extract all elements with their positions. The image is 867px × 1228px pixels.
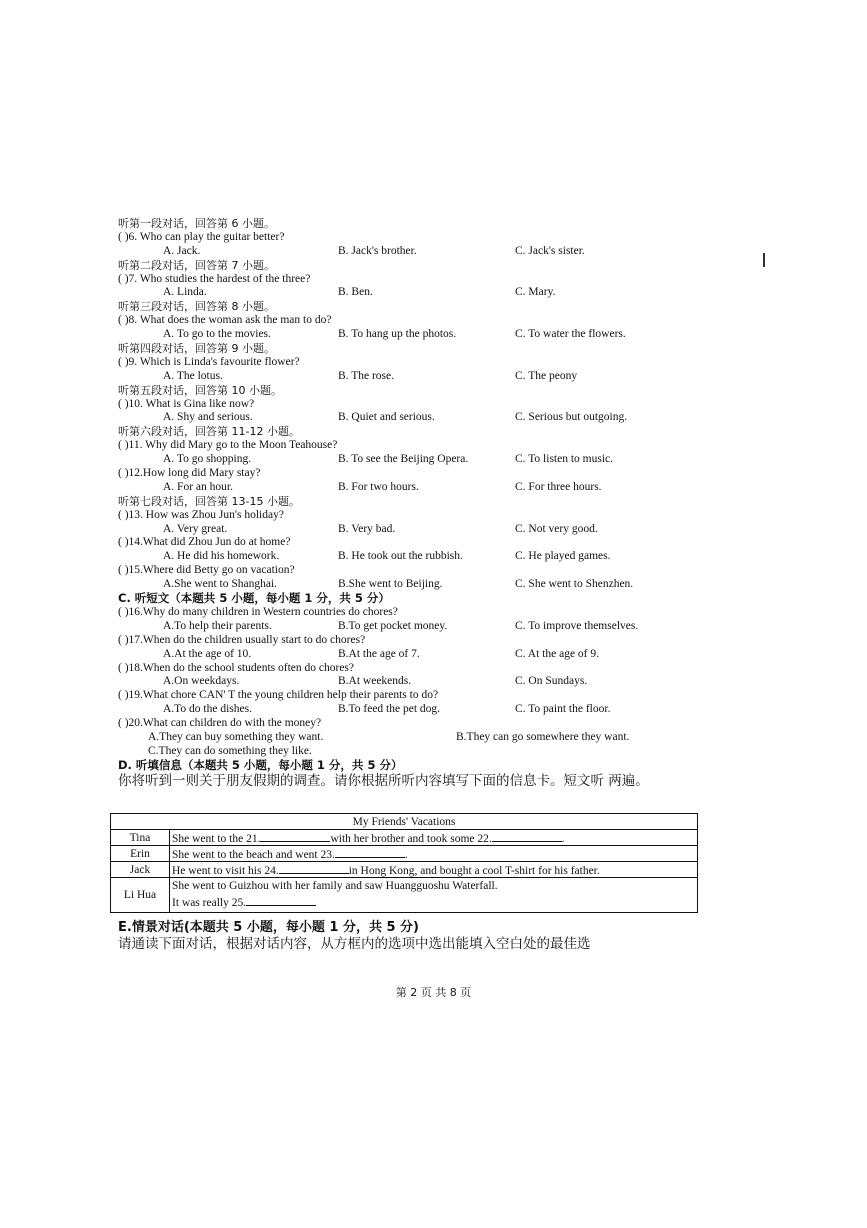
answer-option-a[interactable]: A. Jack. [163, 244, 201, 257]
section-e [118, 920, 718, 952]
answer-option-c[interactable]: C. On Sundays. [515, 675, 588, 688]
answer-option-a[interactable]: A. Shy and serious. [163, 411, 253, 424]
row-text: She went to the beach and went 23. . [170, 846, 698, 862]
page-footer: 第 2 页 共 8 页 [395, 986, 472, 999]
answer-option-c[interactable]: C. For three hours. [515, 480, 602, 493]
row-name: Jack [111, 862, 170, 878]
answer-option-a[interactable]: A. For an hour. [163, 480, 233, 493]
answer-option-a[interactable]: A. Very great. [163, 522, 228, 535]
question-text: ( )16.Why do many children in Western countries do chores? [118, 605, 398, 618]
answer-blank-21[interactable] [260, 831, 330, 842]
answer-option-b[interactable]: B.At weekends. [338, 675, 412, 688]
answer-options [118, 245, 718, 259]
dialogue-heading: 听第六段对话，回答第 11-12 小题。 [118, 425, 300, 439]
answer-option-a[interactable]: A.They can buy something they want. [148, 730, 324, 743]
answer-option-c[interactable]: C. She went to Shenzhen. [515, 578, 634, 591]
answer-option-b[interactable]: B. Jack's brother. [338, 244, 417, 257]
answer-option-b[interactable]: B. Quiet and serious. [338, 411, 435, 424]
row-text: She went to the 21. with her brother and took some 22. . [170, 830, 698, 846]
answer-option-b[interactable]: B.She went to Beijing. [338, 578, 443, 591]
dialogue-heading: 听第四段对话，回答第 9 小题。 [118, 342, 275, 356]
question-text: ( )12.How long did Mary stay? [118, 467, 261, 480]
answer-option-c[interactable]: C. To water the flowers. [515, 328, 626, 341]
answer-blank-24[interactable] [279, 863, 349, 874]
answer-option-a[interactable]: A. Linda. [163, 286, 207, 299]
answer-option-c[interactable]: C. At the age of 9. [515, 647, 599, 660]
answer-option-b[interactable]: B.To get pocket money. [338, 619, 448, 632]
answer-options [118, 411, 718, 425]
row-name: Tina [111, 830, 170, 846]
answer-options [118, 648, 718, 662]
dialogue-heading: 听第三段对话，回答第 8 小题。 [118, 300, 275, 314]
question-text: ( )19.What chore CAN' T the young children help their parents to do? [118, 689, 439, 702]
answer-option-b[interactable]: B. To hang up the photos. [338, 328, 457, 341]
answer-option-b[interactable]: B.To feed the pet dog. [338, 703, 441, 716]
answer-option-a[interactable]: A.At the age of 10. [163, 647, 252, 660]
dialogue-heading: 听第五段对话，回答第 10 小题。 [118, 383, 282, 397]
row-text: He went to visit his 24. in Hong Kong, and bought a cool T-shirt for his father. [170, 862, 698, 878]
answer-blank-25[interactable] [246, 895, 316, 906]
row-name: Li Hua [111, 878, 170, 913]
question-text: ( )7. Who studies the hardest of the three? [118, 272, 311, 285]
question-text: ( )20.What can children do with the money? [118, 717, 322, 730]
answer-option-c[interactable]: C. To paint the floor. [515, 703, 611, 716]
answer-option-b[interactable]: B.They can go somewhere they want. [456, 730, 630, 743]
dialogue-heading: 听第一段对话，回答第 6 小题。 [118, 217, 275, 230]
answer-option-c[interactable]: C. Jack's sister. [515, 244, 585, 257]
answer-option-a[interactable]: A. To go to the movies. [163, 328, 271, 341]
answer-options [118, 370, 718, 384]
answer-option-a[interactable]: A. To go shopping. [163, 453, 252, 466]
answer-option-b[interactable]: B. To see the Beijing Opera. [338, 453, 469, 466]
question-text: ( )18.When do the school students often do chores? [118, 661, 355, 674]
answer-options [118, 675, 718, 689]
answer-options [118, 620, 718, 634]
dialogue-heading: 听第二段对话，回答第 7 小题。 [118, 258, 275, 272]
section-c-title: C. 听短文（本题共 5 小题，每小题 1 分，共 5 分） [118, 591, 390, 606]
row-name: Erin [111, 846, 170, 862]
answer-options [118, 286, 718, 300]
table-row [111, 846, 698, 862]
answer-option-c[interactable]: C. To improve themselves. [515, 619, 639, 632]
table-caption: My Friends' Vacations [111, 814, 698, 830]
answer-option-a[interactable]: A.She went to Shanghai. [163, 578, 278, 591]
answer-options [118, 523, 718, 537]
question-text: ( )8. What does the woman ask the man to do? [118, 314, 332, 327]
question-text: ( )13. How was Zhou Jun's holiday? [118, 508, 284, 521]
answer-option-a[interactable]: A.On weekdays. [163, 675, 240, 688]
answer-options [118, 578, 718, 592]
answer-option-a[interactable]: A. He did his homework. [163, 550, 280, 563]
answer-option-c[interactable]: C.They can do something they like. [148, 744, 312, 757]
answer-option-b[interactable]: B. Ben. [338, 286, 373, 299]
answer-option-c[interactable]: C. Not very good. [515, 522, 598, 535]
table-row [111, 862, 698, 878]
answer-option-a[interactable]: A. The lotus. [163, 369, 223, 382]
answer-blank-22[interactable] [492, 831, 562, 842]
answer-option-c[interactable]: C. The peony [515, 369, 578, 382]
vacation-info-table [110, 813, 698, 913]
section-d-title: D. 听填信息（本题共 5 小题，每小题 1 分，共 5 分） [118, 757, 403, 772]
question-text: ( )15.Where did Betty go on vacation? [118, 564, 295, 577]
answer-options [118, 550, 718, 564]
answer-option-c[interactable]: C. To listen to music. [515, 453, 614, 466]
answer-option-c[interactable]: C. Serious but outgoing. [515, 411, 628, 424]
answer-options [118, 481, 718, 495]
section-e-instruction: 请通读下面对话，根据对话内容，从方框内的选项中选出能填入空白处的最佳选 [118, 936, 591, 952]
answer-option-c[interactable]: C. Mary. [515, 286, 556, 299]
answer-options [118, 328, 718, 342]
answer-options [118, 745, 718, 759]
answer-option-b[interactable]: B. For two hours. [338, 480, 419, 493]
section-d-instruction: 你将听到一则关于朋友假期的调查。请你根据所听内容填写下面的信息卡。短文听 两遍。 [118, 772, 649, 789]
answer-blank-23[interactable] [335, 847, 405, 858]
answer-options [118, 731, 718, 745]
table-row [111, 878, 698, 913]
table-row [111, 830, 698, 846]
answer-option-b[interactable]: B.At the age of 7. [338, 647, 420, 660]
question-text: ( )14.What did Zhou Jun do at home? [118, 536, 291, 549]
question-text: ( )10. What is Gina like now? [118, 397, 255, 410]
question-text: ( )6. Who can play the guitar better? [118, 230, 285, 243]
dialogue-heading: 听第七段对话，回答第 13-15 小题。 [118, 494, 300, 508]
answer-option-b[interactable]: B. Very bad. [338, 522, 396, 535]
answer-options [118, 703, 718, 717]
answer-option-b[interactable]: B. The rose. [338, 369, 395, 382]
question-text: ( )9. Which is Linda's favourite flower? [118, 355, 300, 368]
section-e-title: E.情景对话(本题共 5 小题，每小题 1 分，共 5 分) [118, 920, 419, 935]
answer-option-a[interactable]: A.To do the dishes. [163, 703, 252, 716]
question-text: ( )11. Why did Mary go to the Moon Teahouse? [118, 439, 338, 452]
scan-mark [763, 253, 765, 267]
answer-option-b[interactable]: B. He took out the rubbish. [338, 550, 463, 563]
listening-section-b [118, 217, 718, 789]
answer-options [118, 453, 718, 467]
answer-option-c[interactable]: C. He played games. [515, 550, 611, 563]
row-text: She went to Guizhou with her family and saw Huangguoshu Waterfall. It was really 25. [170, 878, 698, 913]
question-text: ( )17.When do the children usually start to do chores? [118, 633, 366, 646]
answer-option-a[interactable]: A.To help their parents. [163, 619, 272, 632]
